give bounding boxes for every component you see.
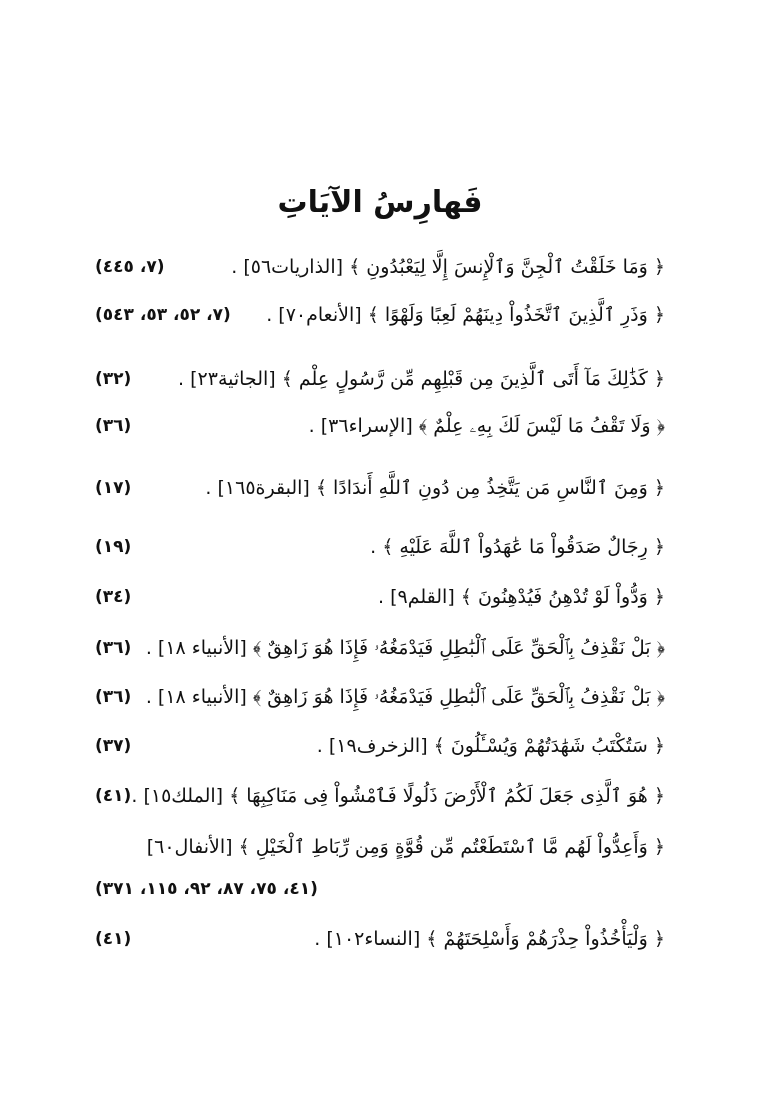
verse-entry-2 (95, 298, 665, 332)
verse-text: ﴿ بَلْ نَقْذِفُ بِٱلْحَقِّ عَلَى ٱلْبَٰطِلِ فَيَدْمَغُهُۥ فَإِذَا هُوَ زَاهِقٌ ﴾ [الأنبياء ١٨] . (145, 686, 665, 708)
page-title: فَهارِسُ الآيَاتِ (277, 185, 483, 220)
page-reference: (١٩) (95, 537, 132, 557)
verse-text: ﴿ بَلْ نَقْذِفُ بِٱلْحَقِّ عَلَى ٱلْبَٰطِلِ فَيَدْمَغُهُۥ فَإِذَا هُوَ زَاهِقٌ ﴾ [الأنبياء ١٨] . (145, 637, 665, 659)
verse-entry-11 (95, 779, 665, 813)
verse-entry-4 (95, 409, 665, 443)
verse-entry-6 (95, 530, 665, 564)
verse-text: ﴿ وَلَا تَقْفُ مَا لَيْسَ لَكَ بِهِۦ عِلْمٌ ﴾ [الإسراء٣٦] . (308, 415, 665, 437)
verse-entry-12 (95, 830, 665, 864)
page-reference: (٧، ٥٢، ٥٣، ٥٤٣) (95, 305, 231, 325)
page-reference: (١٧) (95, 478, 132, 498)
page-reference: (٣٧) (95, 736, 132, 756)
page-reference-continued: (٤١، ٧٥، ٨٧، ٩٢، ١١٥، ٣٧١) (95, 879, 318, 899)
verse-text: ﴿ هُوَ ٱلَّذِى جَعَلَ لَكُمُ ٱلْأَرْضَ ذَلُولًا فَٱمْشُواْ فِى مَنَاكِبِهَا ﴾ [الملك١٥] . (131, 785, 665, 807)
verse-text: ﴿ سَتُكْتَبُ شَهَٰدَتُهُمْ وَيُسْـَٔلُونَ ﴾ [الزخرف١٩] . (316, 735, 665, 757)
verse-entry-3 (95, 362, 665, 396)
verse-entry-5 (95, 471, 665, 505)
page-reference: (٤١) (95, 786, 132, 806)
page-reference: (٣٦) (95, 687, 132, 707)
verse-entry-10 (95, 729, 665, 763)
page-reference: (٣٦) (95, 638, 132, 658)
verse-text: ﴿ وَذَرِ ٱلَّذِينَ ٱتَّخَذُواْ دِينَهُمْ لَعِبًا وَلَهْوًا ﴾ [الأنعام٧٠] . (266, 304, 665, 326)
verse-entry-7 (95, 580, 665, 614)
verse-entry-1 (95, 250, 665, 284)
page-reference: (٤١) (95, 929, 132, 949)
page-reference: (٧، ٤٤٥) (95, 257, 165, 277)
verse-text: ﴿ وَلْيَأْخُذُواْ حِذْرَهُمْ وَأَسْلِحَتَهُمْ ﴾ [النساء١٠٢] . (314, 928, 665, 950)
verse-text: ﴿ رِجَالٌ صَدَقُواْ مَا عَٰهَدُواْ ٱللَّهَ عَلَيْهِ ﴾ . (370, 536, 665, 558)
verse-text: ﴿ وَمَا خَلَقْتُ ٱلْجِنَّ وَٱلْإِنسَ إِلَّا لِيَعْبُدُونِ ﴾ [الذاريات٥٦] . (231, 256, 665, 278)
verse-text: ﴿ وَأَعِدُّواْ لَهُم مَّا ٱسْتَطَعْتُم مِّن قُوَّةٍ وَمِن رِّبَاطِ ٱلْخَيْلِ ﴾ [الأنفال٦٠] (146, 836, 665, 858)
verse-entry-9 (95, 680, 665, 714)
verse-entry-13 (95, 922, 665, 956)
verse-text: ﴿ كَذَٰلِكَ مَآ أَتَى ٱلَّذِينَ مِن قَبْلِهِم مِّن رَّسُولٍ عِلْم ﴾ [الجاثية٢٣] . (178, 368, 665, 390)
verse-text: ﴿ وَمِنَ ٱلنَّاسِ مَن يَتَّخِذُ مِن دُونِ ٱللَّهِ أَندَادًا ﴾ [البقرة١٦٥] . (205, 477, 665, 499)
page-reference: (٣٤) (95, 587, 132, 607)
verse-entry-8 (95, 631, 665, 665)
verse-text: ﴿ وَدُّواْ لَوْ تُدْهِنُ فَيُدْهِنُونَ ﴾ [القلم٩] . (378, 586, 665, 608)
page-reference: (٣٢) (95, 369, 132, 389)
page-reference: (٣٦) (95, 416, 132, 436)
